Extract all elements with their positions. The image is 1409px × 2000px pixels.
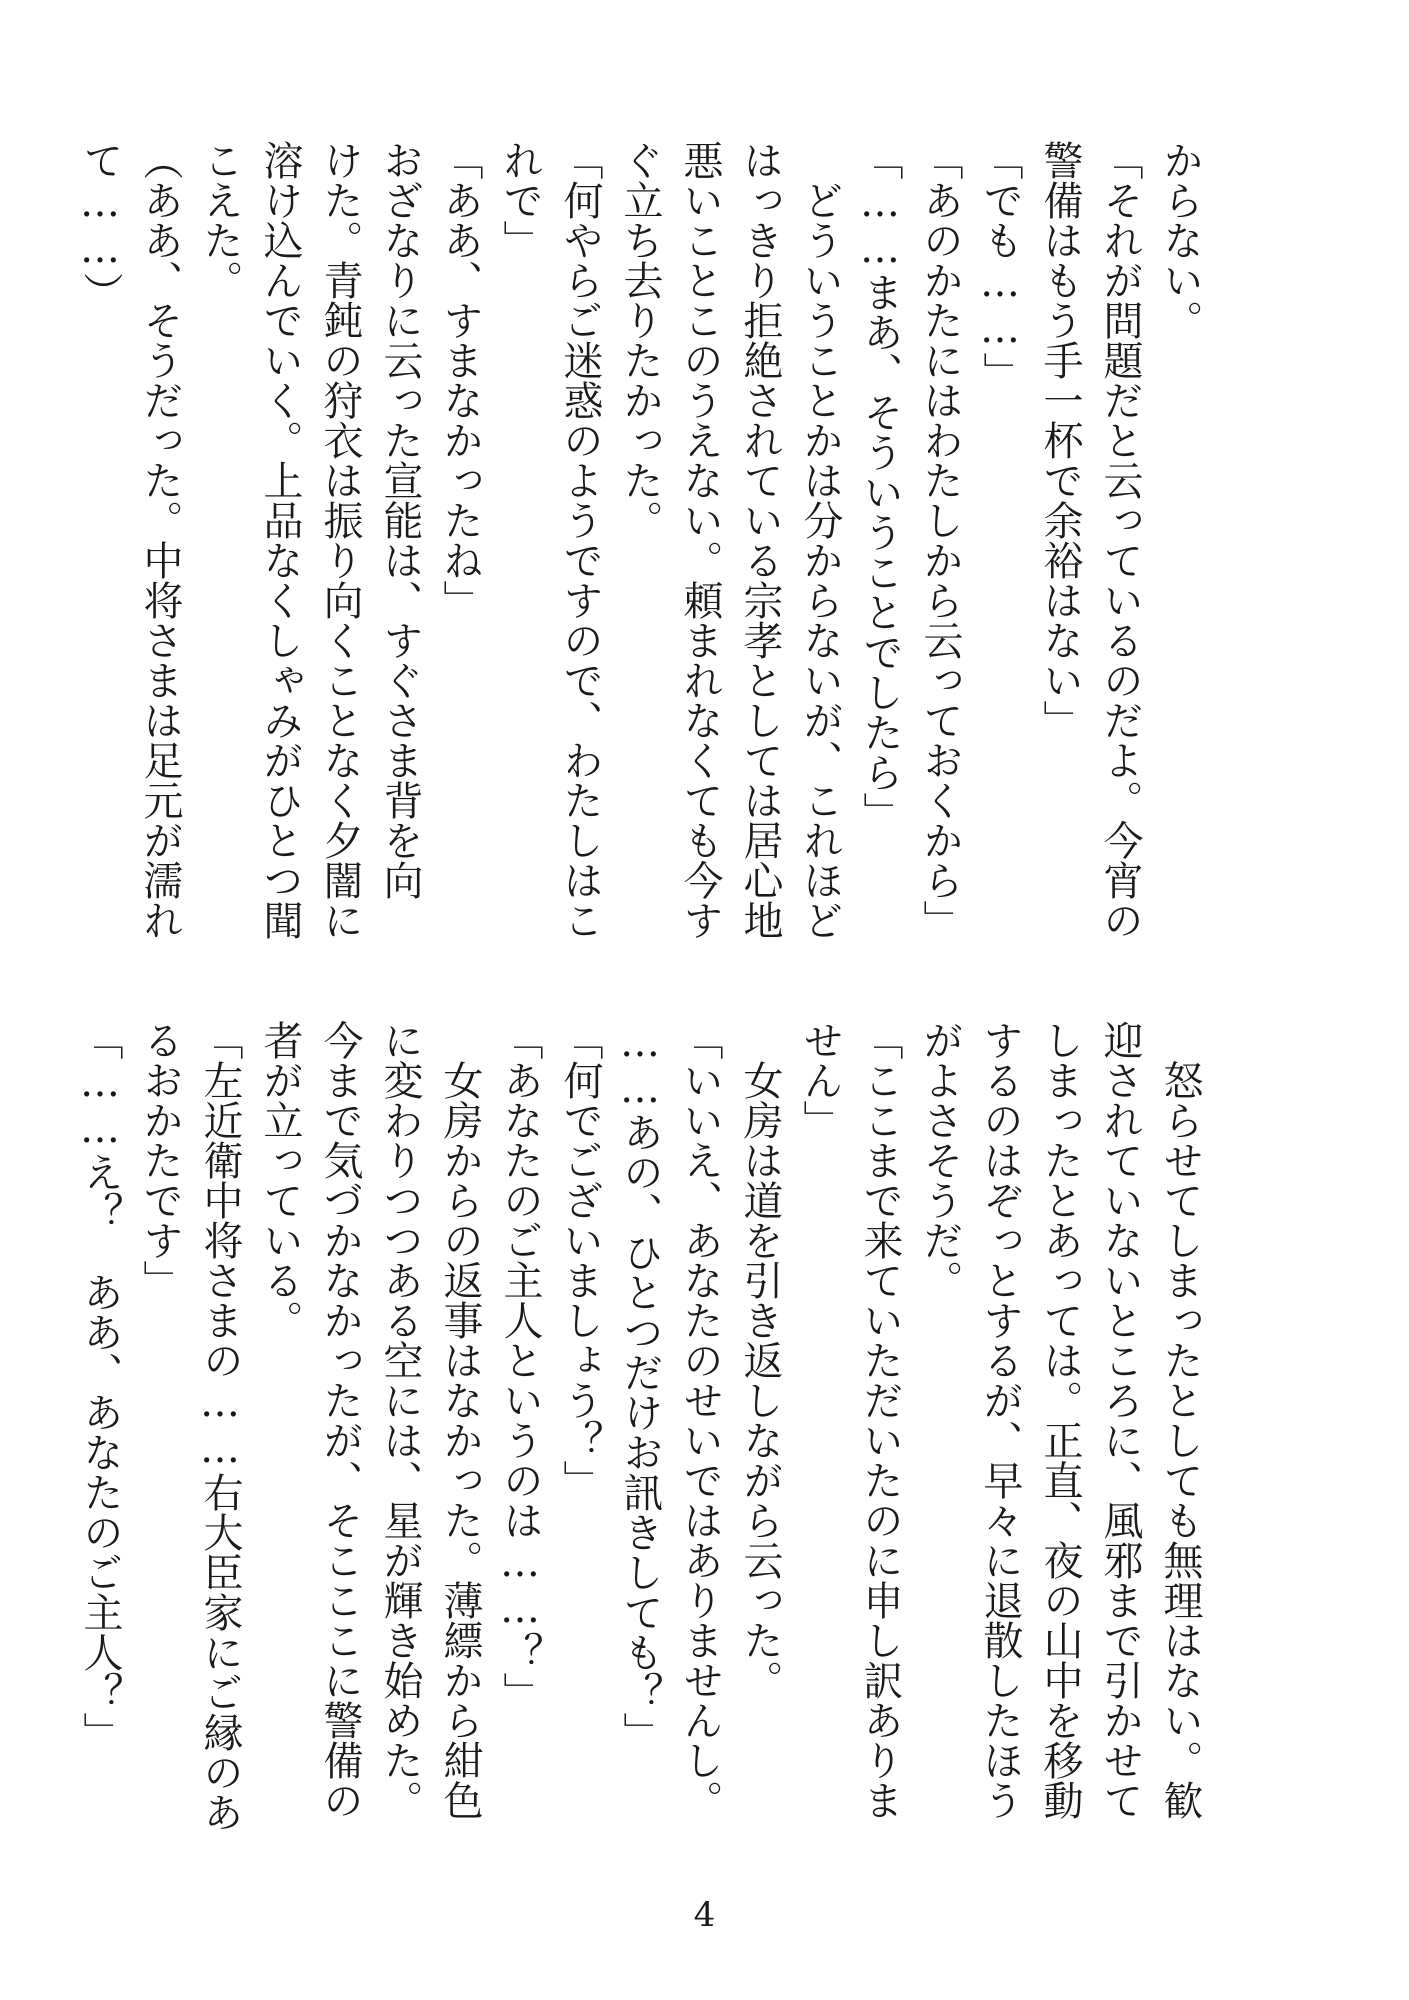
text-line: 「ああ、すまなかったね」 (437, 140, 483, 620)
text-line: るおかたです」 (137, 1020, 183, 1300)
text-line: けた。青鈍の狩衣は振り向くことなく夕闇に (317, 140, 363, 940)
text-line: 女房からの返事はなかった。薄縹から紺色 (437, 1020, 483, 1820)
text-line: 「いいえ、あなたのせいではありませんし。 (677, 1020, 723, 1820)
text-line: こえた。 (197, 140, 243, 300)
text-line: がよさそうだ。 (917, 1020, 963, 1300)
text-line: しまったとあっては。正直、夜の山中を移動 (1037, 1020, 1083, 1820)
text-line: 「……まあ、そういうことでしたら」 (857, 140, 903, 832)
text-line: からない。 (1157, 140, 1203, 340)
text-line: 警備はもう手一杯で余裕はない」 (1037, 140, 1083, 740)
text-line: ……あの、ひとつだけお訊きしても？」 (617, 1020, 663, 1752)
text-line: 溶け込んでいく。上品なくしゃみがひとつ聞 (257, 140, 303, 940)
upper-text-block (77, 140, 1210, 980)
text-line: 者が立っている。 (257, 1020, 303, 1340)
text-line: 「何やらご迷惑のようですので、わたしはこ (557, 140, 603, 940)
text-line: 「あなたのご主人というのは……？」 (497, 1020, 543, 1712)
text-line: ぐ立ち去りたかった。 (617, 140, 663, 540)
text-line: れで」 (497, 140, 543, 260)
text-line: 女房は道を引き返しながら云った。 (737, 1020, 783, 1700)
text-line: 「でも……」 (977, 140, 1023, 392)
text-line: するのはぞっとするが、早々に退散したほう (977, 1020, 1023, 1820)
text-line: 「左近衛中将さまの……右大臣家にご縁のあ (197, 1020, 243, 1832)
lower-text-block (77, 1020, 1210, 1860)
text-line: 「あのかたにはわたしから云っておくから」 (917, 140, 963, 940)
text-line: せん」 (797, 1020, 843, 1140)
text-line: て……） (77, 140, 123, 312)
text-line: 「それが問題だと云っているのだよ。今宵の (1097, 140, 1143, 940)
text-line: 「ここまで来ていただいたのに申し訳ありま (857, 1020, 903, 1820)
text-line: 今まで気づかなかったが、そこここに警備の (317, 1020, 363, 1820)
text-line: （ああ、そうだった。中将さまは足元が濡れ (137, 140, 183, 940)
page-number: 4 (693, 1895, 716, 1935)
text-line: 迎されていないところに、風邪まで引かせて (1097, 1020, 1143, 1820)
text-line: どういうことかは分からないが、これほど (797, 140, 843, 940)
text-line: 「何でございましょう？」 (557, 1020, 603, 1500)
text-line: に変わりつつある空には、星が輝き始めた。 (377, 1020, 423, 1820)
text-line: 怒らせてしまったとしても無理はない。歓 (1157, 1020, 1203, 1820)
text-line: 「……え？ ああ、あなたのご主人？」 (77, 1020, 123, 1752)
text-line: 悪いことこのうえない。頼まれなくても今す (677, 140, 723, 940)
text-line: おざなりに云った宣能は、すぐさま背を向 (377, 140, 423, 900)
text-line: はっきり拒絶されている宗孝としては居心地 (737, 140, 783, 940)
